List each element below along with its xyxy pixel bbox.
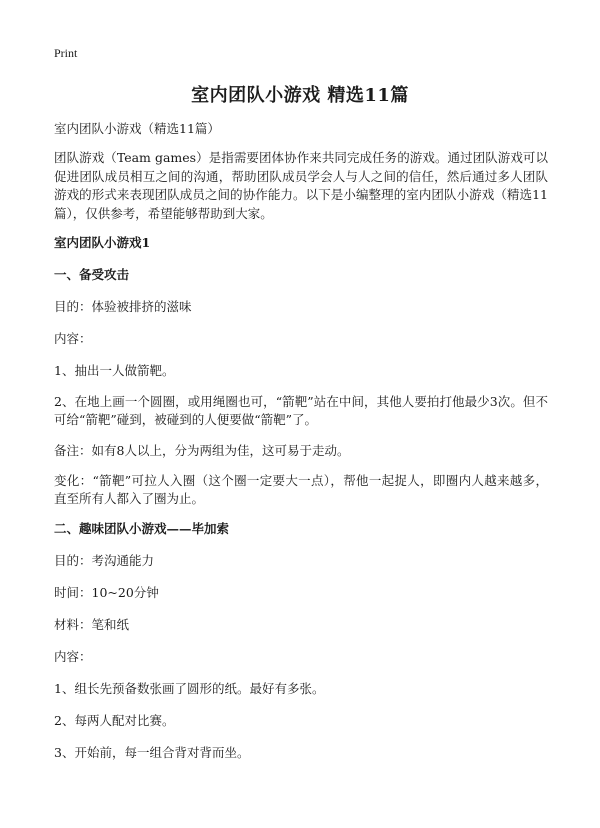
print-label[interactable]: Print <box>54 46 78 60</box>
game1-purpose: 目的：体验被排挤的滋味 <box>54 299 192 314</box>
game1-variation: 变化：“箭靶”可拉人入圈（这个圈一定要大一点），帮他一起捉人，即圈内人越来越多，直至所有人都入了圈为止。 <box>54 473 548 506</box>
game2-step-1: 1、组长先预备数张画了圆形的纸。最好有多张。 <box>54 681 325 696</box>
game2-material: 材料：笔和纸 <box>54 617 130 632</box>
game1-step-2: 2、在地上画一个圆圈，或用绳圈也可，“箭靶”站在中间，其他人要拍打他最少3次。但不可给“箭靶”碰到，被碰到的人便要做“箭靶”了。 <box>54 394 548 427</box>
game2-content-label: 内容： <box>54 649 92 664</box>
game1-heading: 一、备受攻击 <box>54 267 130 282</box>
game1-step-1: 1、抽出一人做箭靶。 <box>54 363 175 378</box>
game2-step-2: 2、每两人配对比赛。 <box>54 713 175 728</box>
intro-paragraph: 团队游戏（Team games）是指需要团体协作来共同完成任务的游戏。通过团队游戏可以促进团队成员相互之间的沟通，帮助团队成员学会人与人之间的信任，然后通过多人团队游戏的形式来表现团队成员之间的协作能力。以下是小编整理的室内团队小游戏（精选11篇），仅供参考，希望能够帮助到大家。 <box>54 150 548 221</box>
game2-purpose: 目的：考沟通能力 <box>54 553 155 568</box>
page-title: 室内团队小游戏 精选11篇 <box>191 85 409 106</box>
game1-note: 备注：如有8人以上，分为两组为佳，这可易于走动。 <box>54 443 350 458</box>
game2-heading: 二、趣味团队小游戏——毕加索 <box>54 521 230 536</box>
document-subtitle: 室内团队小游戏（精选11篇） <box>54 121 220 136</box>
section-heading: 室内团队小游戏1 <box>54 235 151 250</box>
game2-step-3: 3、开始前，每一组合背对背而坐。 <box>54 745 250 760</box>
game1-content-label: 内容： <box>54 331 92 346</box>
game2-time: 时间：10~20分钟 <box>54 585 159 600</box>
